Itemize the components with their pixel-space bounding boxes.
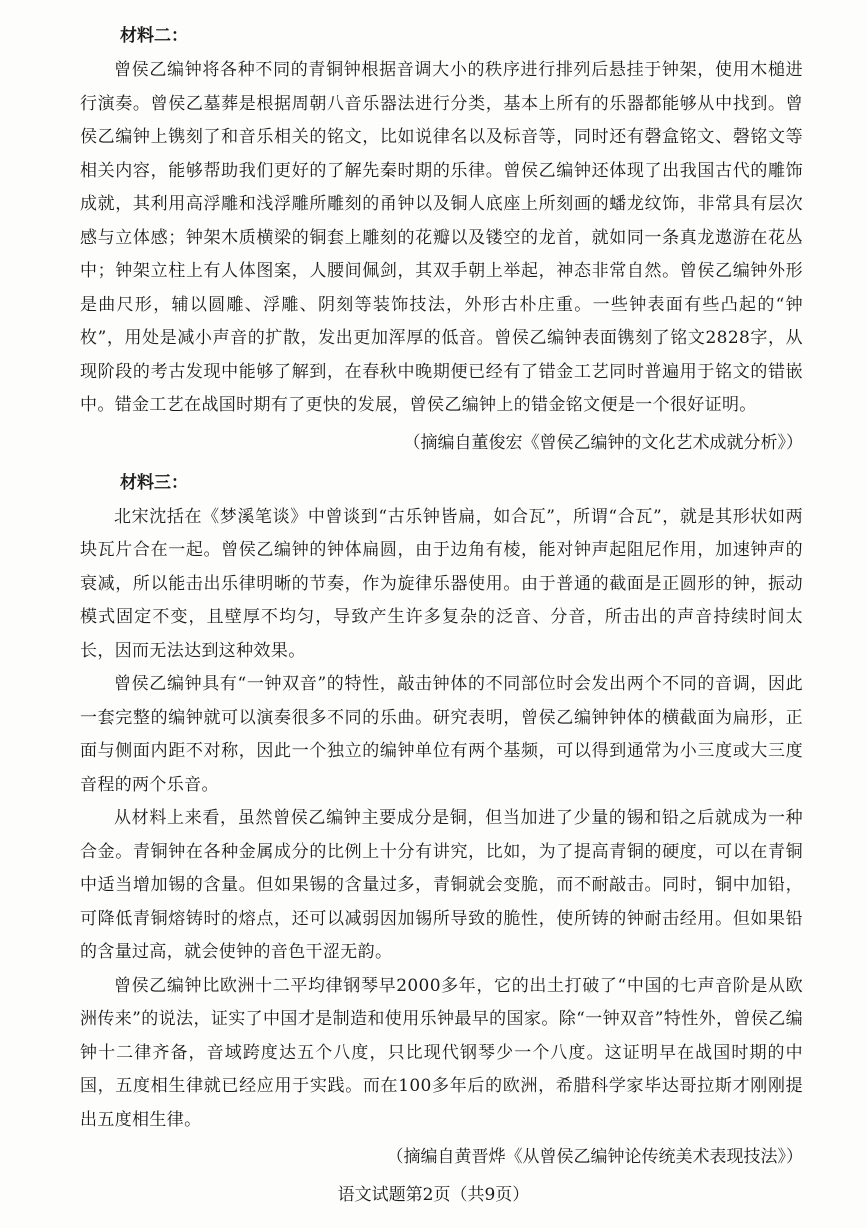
page-footer: 语文试题第2页（共9页） bbox=[337, 1185, 530, 1205]
material-three-paragraph-1: 北宋沈括在《梦溪笔谈》中曾谈到“古乐钟皆扁，如合瓦”，所谓“合瓦”，就是其形状如两块瓦片合在一起。曾侯乙编钟的钟体扁圆，由于边角有棱，能对钟声起阻尼作用，加速钟声的衰减，所以能击出乐律明晰的节奏，作为旋律乐器使用。由于普通的截面是正圆形的钟，振动模式固定不变，且壁厚不均匀，导致产生许多复杂的泛音、分音，所击出的声音持续时间太长，因而无法达到这种效果。 bbox=[80, 506, 803, 661]
material-two-paragraph: 曾侯乙编钟将各种不同的青铜钟根据音调大小的秩序进行排列后悬挂于钟架，使用木槌进行演奏。曾侯乙墓葬是根据周朝八音乐器法进行分类，基本上所有的乐器都能够从中找到。曾侯乙编钟上镌刻了和音乐相关的铭文，比如说律名以及标音等，同时还有磬盒铭文、磬铭文等相关内容，能够帮助我们更好的了解先秦时期的乐律。曾侯乙编钟还体现了出我国古代的雕饰成就，其利用高浮雕和浅浮雕所雕刻的甬钟以及铜人底座上所刻画的蟠龙纹饰，非常具有层次感与立体感；钟架木质横梁的铜套上雕刻的花瓣以及镂空的龙首，就如同一条真龙遨游在花丛中；钟架立柱上有人体图案，人腰间佩剑，其双手朝上举起，神态非常自然。曾侯乙编钟外形是曲尺形，辅以圆雕、浮雕、阴刻等装饰技法，外形古朴庄重。一些钟表面有些凸起的“钟枚”，用处是减小声音的扩散，发出更加浑厚的低音。曾侯乙编钟表面镌刻了铭文2828字，从现阶段的考古发现中能够了解到，在春秋中晚期便已经有了错金工艺同时普遍用于铭文的错嵌中。错金工艺在战国时期有了更快的发展，曾侯乙编钟上的错金铭文便是一个很好证明。 bbox=[80, 60, 803, 415]
material-two-source: （摘编自董俊宏《曾侯乙编钟的文化艺术成就分析》） bbox=[403, 432, 803, 453]
material-three-heading: 材料三： bbox=[120, 472, 188, 493]
material-three-source: （摘编自黄晋烨《从曾侯乙编钟论传统美术表现技法》） bbox=[386, 1147, 803, 1167]
material-three-paragraph-4: 曾侯乙编钟比欧洲十二平均律钢琴早2000多年，它的出土打破了“中国的七声音阶是从欧洲传来”的说法，证实了中国才是制造和使用乐钟最早的国家。除“一钟双音”特性外，曾侯乙编钟十二律齐备，音域跨度达五个八度，只比现代钢琴少一个八度。这证明早在战国时期的中国，五度相生律就已经应用于实践。而在100多年后的欧洲，希腊科学家毕达哥拉斯才刚刚提出五度相生律。 bbox=[80, 975, 803, 1130]
material-three-paragraph-3: 从材料上来看，虽然曾侯乙编钟主要成分是铜，但当加进了少量的锡和铅之后就成为一种合金。青铜钟在各种金属成分的比例上十分有讲究，比如，为了提高青铜的硬度，可以在青铜中适当增加锡的含量。但如果锡的含量过多，青铜就会变脆，而不耐敲击。同时，铜中加铅，可降低青铜熔铸时的熔点，还可以减弱因加锡所导致的脆性，使所铸的钟耐击经用。但如果铅的含量过高，就会使钟的音色干涩无韵。 bbox=[80, 808, 803, 962]
material-two-heading: 材料二： bbox=[120, 26, 188, 46]
material-three-paragraph-2: 曾侯乙编钟具有“一钟双音”的特性，敲击钟体的不同部位时会发出两个不同的音调，因此一套完整的编钟就可以演奏很多不同的乐曲。研究表明，曾侯乙编钟钟体的横截面为扁形，正面与侧面内距不对称，因此一个独立的编钟单位有两个基频，可以得到通常为小三度或大三度音程的两个乐音。 bbox=[80, 674, 803, 795]
